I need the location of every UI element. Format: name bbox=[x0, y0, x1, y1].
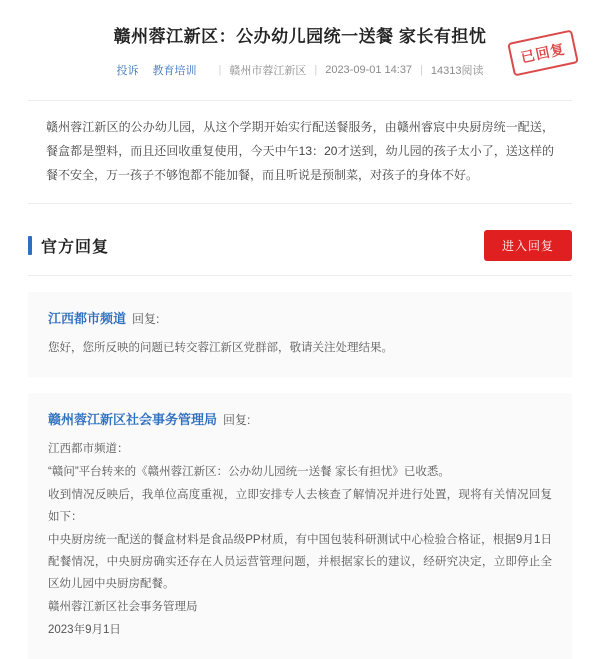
reply-line: 收到情况反映后，我单位高度重视，立即安排专人去核查了解情况并进行处置，现将有关情况回复如下： bbox=[48, 489, 552, 523]
enter-reply-button[interactable]: 进入回复 bbox=[484, 230, 572, 261]
reply-head-2 bbox=[48, 409, 552, 428]
article-meta bbox=[30, 62, 570, 78]
meta-category-link[interactable]: 投诉 bbox=[116, 65, 139, 77]
reply-line: 江西都市频道： bbox=[48, 443, 129, 455]
section-title: 官方回复 bbox=[41, 239, 110, 256]
meta-views: 14313阅读 bbox=[430, 65, 484, 77]
reply-org-name[interactable]: 江西都市频道 bbox=[48, 311, 127, 326]
reply-signature-org: 赣州蓉江新区社会事务管理局 bbox=[48, 601, 198, 613]
page-title: 赣州蓉江新区：公办幼儿园统一送餐 家长有担忧 bbox=[113, 27, 487, 46]
reply-org-name[interactable]: 赣州蓉江新区社会事务管理局 bbox=[48, 412, 218, 427]
section-divider bbox=[28, 275, 572, 276]
reply-line: 您好，您所反映的问题已转交蓉江新区党群部，敬请关注处理结果。 bbox=[48, 342, 393, 354]
reply-signature-date: 2023年9月1日 bbox=[48, 624, 121, 636]
meta-tag-link[interactable]: 教育培训 bbox=[152, 65, 197, 77]
meta-divider-1: | bbox=[218, 64, 222, 76]
section-accent-bar bbox=[28, 236, 32, 255]
section-title-wrap bbox=[28, 234, 109, 257]
article-header bbox=[0, 0, 600, 78]
reply-body-2 bbox=[48, 438, 552, 641]
status-badge-replied: 已回复 bbox=[507, 30, 579, 77]
reply-head-1 bbox=[48, 308, 552, 327]
article-body: 赣州蓉江新区的公办幼儿园，从这个学期开始实行配送餐服务，由赣州睿宸中央厨房统一配送，餐盒都是塑料，而且还回收重复使用，今天中午13：20才送到，幼儿园的孩子太小了，送这样的餐不安全，万一孩子不够饱都不能加餐，而且听说是预制菜，对孩子的身体不好。 bbox=[28, 100, 572, 204]
meta-datetime: 2023-09-01 14:37 bbox=[325, 64, 413, 76]
reply-card-2 bbox=[28, 393, 572, 659]
reply-line: 中央厨房统一配送的餐盒材料是食品级PP材质，有中国包装科研测试中心检验合格证，根据9月1日配餐情况，中央厨房确实还存在人员运营管理问题，并根据家长的建议，经研究决定，立即停止全区幼儿园中央厨房配餐。 bbox=[48, 534, 552, 590]
meta-divider-2: | bbox=[314, 64, 318, 76]
official-reply-section bbox=[28, 230, 572, 659]
reply-body-1 bbox=[48, 337, 552, 359]
reply-verb: 回复: bbox=[223, 413, 251, 427]
reply-line: “赣问”平台转来的《赣州蓉江新区：公办幼儿园统一送餐 家长有担忧》已收悉。 bbox=[48, 466, 450, 478]
meta-divider-3: | bbox=[420, 64, 423, 76]
official-reply-header bbox=[28, 230, 572, 261]
meta-location: 赣州市蓉江新区 bbox=[229, 65, 307, 77]
reply-verb: 回复: bbox=[132, 312, 160, 326]
reply-card-1 bbox=[28, 292, 572, 377]
